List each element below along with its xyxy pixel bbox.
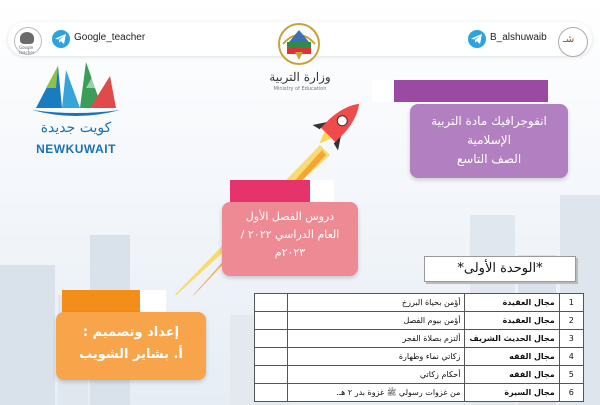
infographic-tab-notch <box>372 80 394 102</box>
author-box <box>56 312 206 380</box>
lesson-category-cell: مجال الفقه <box>465 348 559 366</box>
lesson-lesson-cell: زكاتي نماء وطهارة <box>287 348 465 366</box>
infographic-title-box <box>410 104 568 178</box>
author-tab-notch <box>140 290 166 312</box>
lesson-num-cell: 2 <box>559 312 583 330</box>
kuwait-emblem-icon <box>275 22 323 68</box>
lesson-category-cell: مجال الفقه <box>465 366 559 384</box>
lesson-num-cell: 4 <box>559 348 583 366</box>
table-row <box>255 366 584 384</box>
new-kuwait-arabic: كويت جديدة <box>40 120 112 136</box>
google-teacher-logo <box>14 27 42 55</box>
lesson-lesson-cell: ألتزم بصلاة الفجر <box>287 330 465 348</box>
author-line: أ. بشاير الشويب <box>79 347 183 362</box>
lesson-category-cell: مجال العقيدة <box>465 294 559 312</box>
new-kuwait-logo-icon <box>28 58 124 120</box>
term-box <box>222 202 358 276</box>
author-logo-glyph: شـ <box>563 34 575 45</box>
lesson-num-cell: 1 <box>559 294 583 312</box>
logo-caption: Google teacher <box>19 45 35 55</box>
table-row <box>255 294 584 312</box>
lesson-extra-cell <box>255 366 288 384</box>
lesson-num-cell: 6 <box>559 384 583 402</box>
infographic-line: الصف التاسع <box>456 152 522 166</box>
author-logo <box>558 27 588 57</box>
lesson-extra-cell <box>255 312 288 330</box>
infographic-tab <box>372 80 548 102</box>
term-line: دروس الفصل الأول <box>245 210 335 223</box>
lesson-category-cell: مجال العقيدة <box>465 312 559 330</box>
skyline-building <box>0 265 55 405</box>
lesson-category-cell: مجال السيرة <box>465 384 559 402</box>
telegram-handle-right[interactable]: B_alshuwaib <box>490 32 547 43</box>
table-row <box>255 348 584 366</box>
lesson-num-cell: 5 <box>559 366 583 384</box>
lesson-extra-cell <box>255 384 288 402</box>
table-row <box>255 384 584 402</box>
lesson-extra-cell <box>255 294 288 312</box>
lesson-category-cell: مجال الحديث الشريف <box>465 330 559 348</box>
lesson-num-cell: 3 <box>559 330 583 348</box>
unit-title: *الوحدة الأولى* <box>424 256 576 282</box>
infographic-line: انفوجرافيك مادة التربية <box>431 114 547 128</box>
lesson-lesson-cell: أؤمن بيوم الفصل <box>287 312 465 330</box>
ministry-title: وزارة التربية <box>269 70 331 84</box>
lesson-extra-cell <box>255 330 288 348</box>
lesson-lesson-cell: أؤمن بحياة البرزخ <box>287 294 465 312</box>
lesson-lesson-cell: أحكام زكاتي <box>287 366 465 384</box>
table-row <box>255 330 584 348</box>
table-row <box>255 312 584 330</box>
term-line: العام الدراسي ٢٠٢٢ / <box>240 228 340 241</box>
new-kuwait-english: NEWKUWAIT <box>36 142 116 156</box>
telegram-icon[interactable] <box>468 30 486 48</box>
telegram-icon[interactable] <box>52 30 70 48</box>
term-tab-notch <box>310 180 334 202</box>
lessons-table <box>254 293 584 402</box>
telegram-handle-left[interactable]: Google_teacher <box>74 32 146 43</box>
infographic-line: الإسلامية <box>467 133 511 147</box>
term-line: ٢٠٢٣م <box>274 246 306 259</box>
lesson-lesson-cell: من غزوات رسولي ﷺ غزوة بدر ٢ هـ. <box>287 384 465 402</box>
author-line: إعداد وتصميم : <box>82 325 180 340</box>
lesson-extra-cell <box>255 348 288 366</box>
ministry-subtitle: Ministry of Education <box>273 86 327 92</box>
